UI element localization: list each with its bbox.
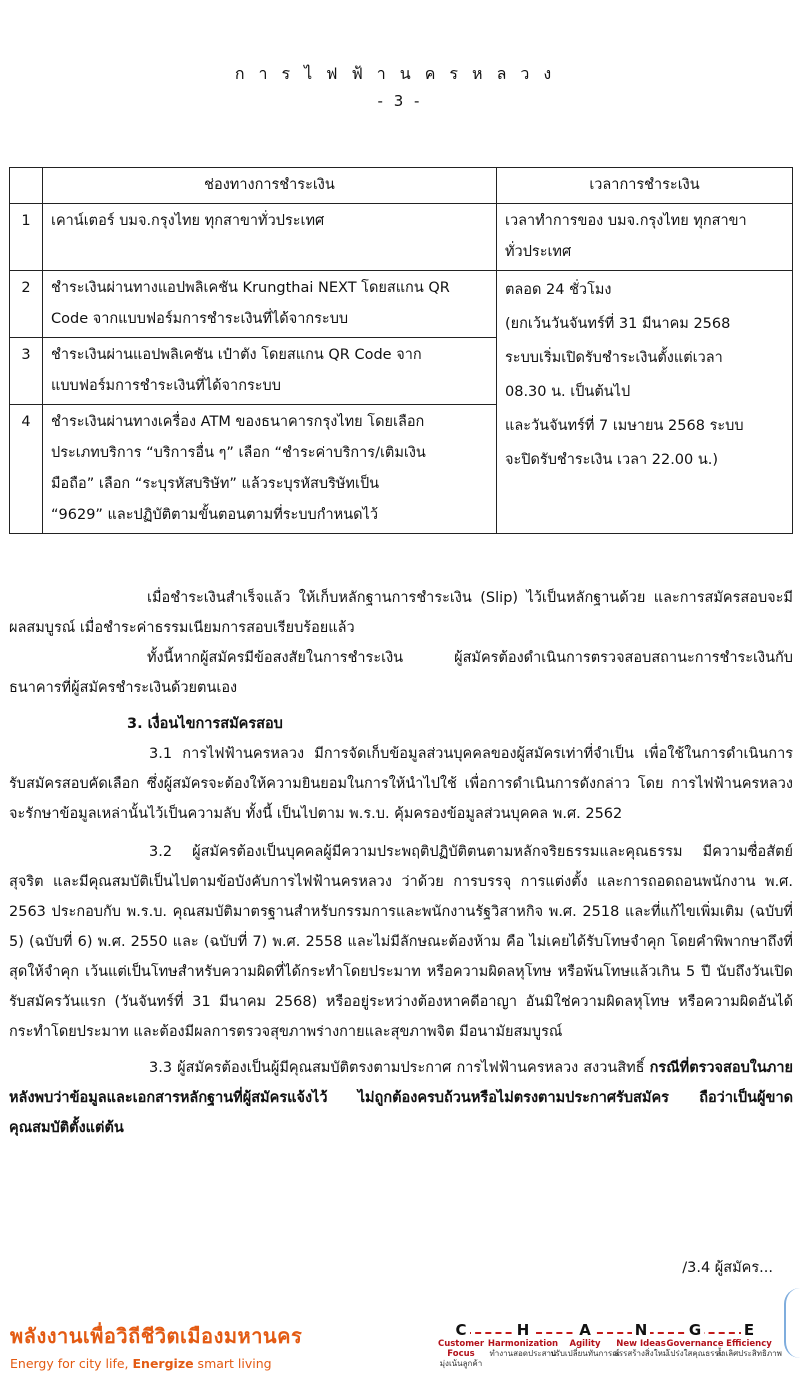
slogan-en-highlight: Energize [132, 1356, 194, 1371]
time-line: จะปิดรับชำระเงิน เวลา 22.00 น.) [505, 452, 719, 468]
footer-slogan [10, 1320, 302, 1371]
payment-channels-table [9, 167, 793, 534]
change-letter: G [686, 1321, 704, 1339]
change-th: โปร่งใสคุณธรรม [666, 1349, 724, 1358]
channel-line: ชำระเงินผ่านแอปพลิเคชัน เป๋าตัง โดยสแกน QR Code จาก [51, 347, 422, 363]
table-row [10, 271, 793, 338]
slogan-english [10, 1356, 302, 1371]
change-en: Governance [666, 1339, 724, 1349]
change-en: Harmonization [487, 1339, 559, 1349]
paragraph-slip: เมื่อชำระเงินสำเร็จแล้ว ให้เก็บหลักฐานการชำระเงิน (Slip) ไว้เป็นหลักฐานด้วย และการสมัครสอบจะมีผลสมบูรณ์ เมื่อชำระค่าธรรมเนียมการสอบเรียบร้อยแล้ว [9, 590, 793, 636]
change-letter: E [741, 1321, 757, 1339]
shared-time-cell [497, 271, 793, 534]
table-row [10, 204, 793, 271]
change-en: Agility [569, 1339, 601, 1349]
page-number: - 3 - [377, 92, 423, 110]
change-letter: N [632, 1321, 651, 1339]
clause-3-3-bold: กรณีที่ตรวจสอบในภายหลังพบว่าข้อมูลและเอกสารหลักฐานที่ผู้สมัครแจ้งไว้ ไม่ถูกต้องครบถ้วนหรือไม่ตรงตามประกาศรับสมัคร ถือว่าเป็นผู้ขาดคุณสมบัติตั้งแต่ต้น [9, 1060, 793, 1136]
corner-decoration [784, 1288, 800, 1358]
channel-line: “9629” และปฏิบัติตามขั้นตอนตามที่ระบบกำหนดไว้ [51, 507, 378, 523]
change-letter: A [576, 1321, 594, 1339]
channel-line: เคาน์เตอร์ บมจ.กรุงไทย ทุกสาขาทั่วประเทศ [51, 213, 325, 229]
change-en: Efficiency [726, 1339, 772, 1349]
time-line: และวันจันทร์ที่ 7 เมษายน 2568 ระบบ [505, 418, 744, 434]
change-th: ปรับเปลี่ยนทันการณ์ [550, 1349, 620, 1358]
channel-line: Code จากแบบฟอร์มการชำระเงินที่ได้จากระบบ [51, 311, 349, 327]
clause-3-3-text: 3.3 ผู้สมัครต้องเป็นผู้มีคุณสมบัติตรงตามประกาศ การไฟฟ้านครหลวง สงวนสิทธิ์ [149, 1060, 650, 1076]
channel-cell [43, 338, 497, 405]
time-line: (ยกเว้นวันจันทร์ที่ 31 มีนาคม 2568 [505, 316, 731, 332]
table-header-row [10, 168, 793, 204]
change-en: New Ideas [616, 1339, 666, 1349]
row-number: 4 [10, 405, 43, 534]
time-line: ระบบเริ่มเปิดรับชำระเงินตั้งแต่เวลา [505, 350, 723, 366]
time-cell [497, 204, 793, 271]
change-en: Customer Focus [437, 1339, 485, 1359]
body-text [9, 583, 793, 1143]
time-line: ทั่วประเทศ [505, 244, 572, 260]
change-th: ล้ำเลิศประสิทธิภาพ [716, 1349, 782, 1358]
channel-cell [43, 271, 497, 338]
change-item [713, 1320, 785, 1358]
channel-line: ชำระเงินผ่านทางแอปพลิเคชัน Krungthai NEXT โดยสแกน QR [51, 280, 450, 296]
header-channel: ช่องทางการชำระเงิน [43, 168, 497, 204]
clause-3-2: 3.2 ผู้สมัครต้องเป็นบุคคลผู้มีความประพฤติปฏิบัติตนตามหลักจริยธรรมและคุณธรรม มีความซื่อสัตย์สุจริต และมีคุณสมบัติเป็นไปตามข้อบังคับการไฟฟ้านครหลวง ว่าด้วย การบรรจุ การแต่งตั้ง และการถอดถอนพนักงาน พ.ศ. 2563 ประกอบกับ พ.ร.บ. คุณสมบัติมาตรฐานสำหรับกรรมการและพนักงานรัฐวิสาหกิจ พ.ศ. 2518 และที่แก้ไขเพิ่มเติม (ฉบับที่ 5) (ฉบับที่ 6) พ.ศ. 2550 และ (ฉบับที่ 7) พ.ศ. 2558 และไม่มีลักษณะต้องห้าม คือ ไม่เคยได้รับโทษจำคุก โดยคำพิพากษาถึงที่สุดให้จำคุก เว้นแต่เป็นโทษสำหรับความผิดที่ได้กระทำโดยประมาท หรือความผิดลหุโทษ หรือพ้นโทษแล้วเกิน 5 ปี นับถึงวันเปิดรับสมัครวันแรก (วันจันทร์ที่ 31 มีนาคม 2568) หรืออยู่ระหว่างต้องหาคดีอาญา อันมิใช่ความผิดลหุโทษ หรือความผิดอันได้กระทำโดยประมาท และต้องมีผลการตรวจสุขภาพร่างกายและสุขภาพจิต มีอนามัยสมบูรณ์ [9, 844, 793, 1040]
time-line: 08.30 น. เป็นต้นไป [505, 384, 631, 400]
slogan-thai: พลังงานเพื่อวิถีชีวิตเมืองมหานคร [10, 1324, 303, 1348]
slogan-en-part: Energy for city life, [10, 1356, 133, 1371]
clause-3-3 [9, 1053, 793, 1143]
clause-3-1: 3.1 การไฟฟ้านครหลวง มีการจัดเก็บข้อมูลส่วนบุคคลของผู้สมัครเท่าที่จำเป็น เพื่อใช้ในการดำเนินการรับสมัครสอบคัดเลือก ซึ่งผู้สมัครจะต้องให้ความยินยอมในการให้นำไปใช้ เพื่อการดำเนินการดังกล่าว โดย การไฟฟ้านครหลวง จะรักษาข้อมูลเหล่านั้นไว้เป็นความลับ ทั้งนี้ เป็นไปตาม พ.ร.บ. คุ้มครองข้อมูลส่วนบุคคล พ.ศ. 2562 [9, 746, 793, 822]
channel-line: ชำระเงินผ่านทางเครื่อง ATM ของธนาคารกรุงไทย โดยเลือก [51, 414, 425, 430]
org-title: การไฟฟ้านครหลวง [234, 64, 566, 83]
section-heading: 3. เงื่อนไขการสมัครสอบ [127, 716, 283, 732]
header-no [10, 168, 43, 204]
channel-line: แบบฟอร์มการชำระเงินที่ได้จากระบบ [51, 378, 281, 394]
row-number: 1 [10, 204, 43, 271]
change-th: ทำงานสอดประสาน [489, 1349, 557, 1358]
change-th: มุ่งเน้นลูกค้า [439, 1359, 483, 1368]
channel-cell [43, 204, 497, 271]
header-time: เวลาการชำระเงิน [497, 168, 793, 204]
time-line: ตลอด 24 ชั่วโมง [505, 282, 612, 298]
change-th: สรรสร้างสิ่งใหม่ [613, 1349, 669, 1358]
time-line: เวลาทำการของ บมจ.กรุงไทย ทุกสาขา [505, 213, 747, 229]
change-letter: H [514, 1321, 533, 1339]
change-letter: C [452, 1321, 469, 1339]
channel-line: มือถือ” เลือก “ระบุรหัสบริษัท” แล้วระบุรหัสบริษัทเป็น [51, 476, 380, 492]
change-values-logo [425, 1320, 785, 1380]
next-page-ref: /3.4 ผู้สมัคร... [682, 1260, 773, 1276]
channel-cell [43, 405, 497, 534]
slogan-en-part: smart living [193, 1356, 272, 1371]
row-number: 2 [10, 271, 43, 338]
channel-line: ประเภทบริการ “บริการอื่น ๆ” เลือก “ชำระค่าบริการ/เติมเงิน [51, 445, 426, 461]
row-number: 3 [10, 338, 43, 405]
paragraph-inquiry: ทั้งนี้หากผู้สมัครมีข้อสงสัยในการชำระเงิน ผู้สมัครต้องดำเนินการตรวจสอบสถานะการชำระเงินกับธนาคารที่ผู้สมัครชำระเงินด้วยตนเอง [9, 650, 793, 696]
